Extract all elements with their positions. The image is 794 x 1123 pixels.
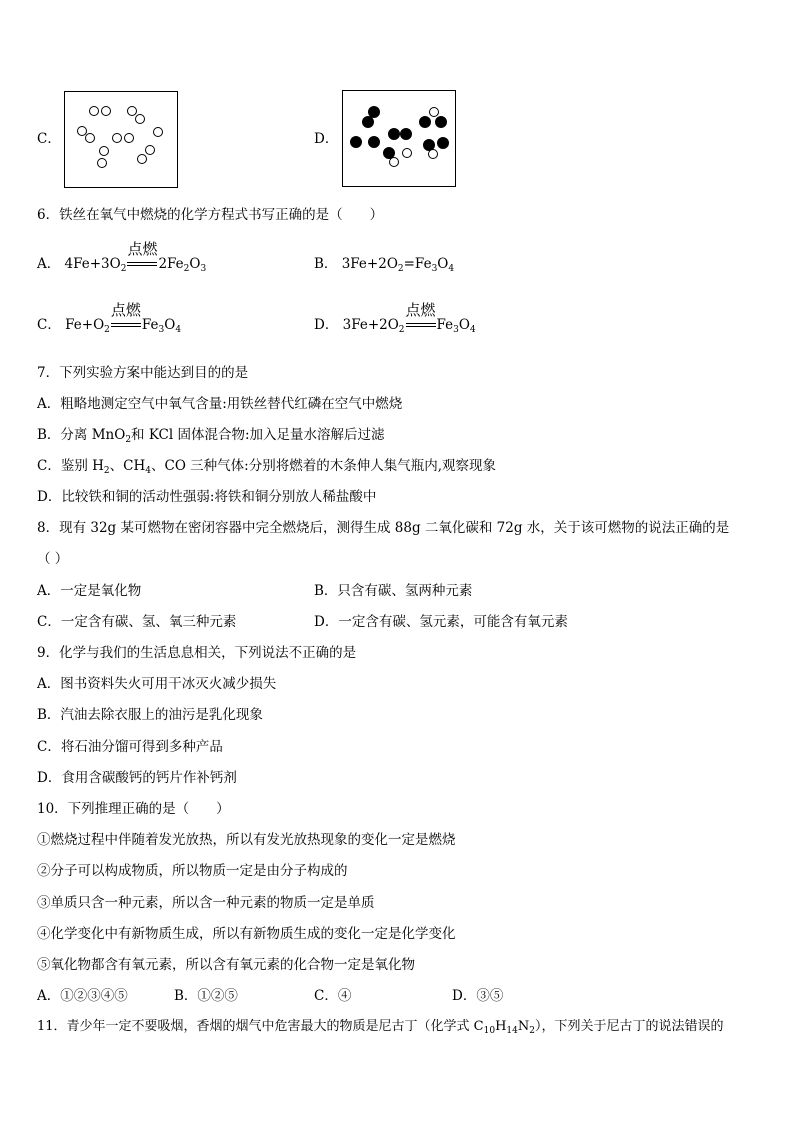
q8-option-c[interactable]: C．一定含有碳、氢、氧三种元素 xyxy=(37,614,237,630)
q9-option-b[interactable]: B．汽油去除衣服上的油污是乳化现象 xyxy=(37,707,263,723)
q9-option-c[interactable]: C．将石油分馏可得到多种产品 xyxy=(37,739,223,755)
q9-option-a[interactable]: A．图书资料失火可用干冰灭火减少损失 xyxy=(37,676,277,692)
q7-option-b[interactable]: B．分离 MnO$_2$和 KCl 固体混合物:加入足量水溶解后过滤 xyxy=(37,427,385,445)
q5-box-d xyxy=(342,90,456,187)
q7-option-c[interactable]: C．鉴别 $H_2$、$CH_4$、CO 三种气体:分别将燃着的木条伸人集气瓶内,观察现象 xyxy=(37,458,497,476)
q6-option-c[interactable]: C． $Fe+O_2$ 点燃 $Fe_3O_4$ xyxy=(37,301,182,335)
q9-option-d[interactable]: D．食用含碳酸钙的钙片作补钙剂 xyxy=(37,770,237,786)
q8-stem: 8．现有 32g 某可燃物在密闭容器中完全燃烧后，测得生成 88g 二氧化碳和 72g 水，关于该可燃物的说法正确的是 xyxy=(37,520,730,536)
q10-statement-1: ①燃烧过程中伴随着发光放热，所以有发光放热现象的变化一定是燃烧 xyxy=(37,832,456,848)
reaction-condition: 点燃 xyxy=(126,257,158,275)
q9-stem: 9．化学与我们的生活息息相关，下列说法不正确的是 xyxy=(37,645,357,661)
q8-option-d[interactable]: D．一定含有碳、氢元素，可能含有氧元素 xyxy=(314,614,568,630)
q10-option-a[interactable]: A．①②③④⑤ xyxy=(37,988,128,1004)
q6-stem: 6．铁丝在氧气中燃烧的化学方程式书写正确的是（ ） xyxy=(37,207,384,223)
q10-statement-3: ③单质只含一种元素，所以含一种元素的物质一定是单质 xyxy=(37,895,375,911)
q7-option-d[interactable]: D．比较铁和铜的活动性强弱:将铁和铜分别放人稀盐酸中 xyxy=(37,489,377,505)
q8-option-b[interactable]: B．只含有碳、氢两种元素 xyxy=(314,583,473,599)
q11-stem: 11．青少年一定不要吸烟，香烟的烟气中危害最大的物质是尼古丁（化学式 $C_{10}H_{14}N_2$），下列关于尼古丁的说法错误的 xyxy=(37,1019,724,1036)
q7-stem: 7．下列实验方案中能达到目的的是 xyxy=(37,365,249,381)
q6-option-d[interactable]: D． $3Fe+2O_2$ 点燃 $Fe_3O_4$ xyxy=(314,301,476,335)
q8-answer-paren: （ ） xyxy=(37,551,69,567)
q5-box-c xyxy=(64,91,178,188)
q5-option-c-label[interactable]: C． xyxy=(37,131,61,147)
reaction-condition: 点燃 xyxy=(110,318,142,336)
q6-option-b[interactable]: B． $3Fe+2O_2=Fe_3O_4$ xyxy=(314,256,455,274)
q6-option-a[interactable]: A． $4Fe+3O_2$ 点燃 $2Fe_2O_3$ xyxy=(37,240,207,274)
q8-option-a[interactable]: A．一定是氧化物 xyxy=(37,583,142,599)
q5-option-d-label[interactable]: D． xyxy=(314,131,339,147)
q10-statement-5: ⑤氧化物都含有氧元素，所以含有氧元素的化合物一定是氧化物 xyxy=(37,957,415,973)
q10-statement-2: ②分子可以构成物质，所以物质一定是由分子构成的 xyxy=(37,863,348,879)
q10-option-c[interactable]: C．④ xyxy=(314,988,352,1004)
q10-option-b[interactable]: B．①②⑤ xyxy=(174,988,238,1004)
q10-stem: 10．下列推理正确的是（ ） xyxy=(37,801,230,817)
q10-statement-4: ④化学变化中有新物质生成，所以有新物质生成的变化一定是化学变化 xyxy=(37,926,456,942)
reaction-condition: 点燃 xyxy=(405,318,437,336)
q7-option-a[interactable]: A．粗略地测定空气中氧气含量:用铁丝替代红磷在空气中燃烧 xyxy=(37,396,403,412)
q10-option-d[interactable]: D．③⑤ xyxy=(452,988,504,1004)
